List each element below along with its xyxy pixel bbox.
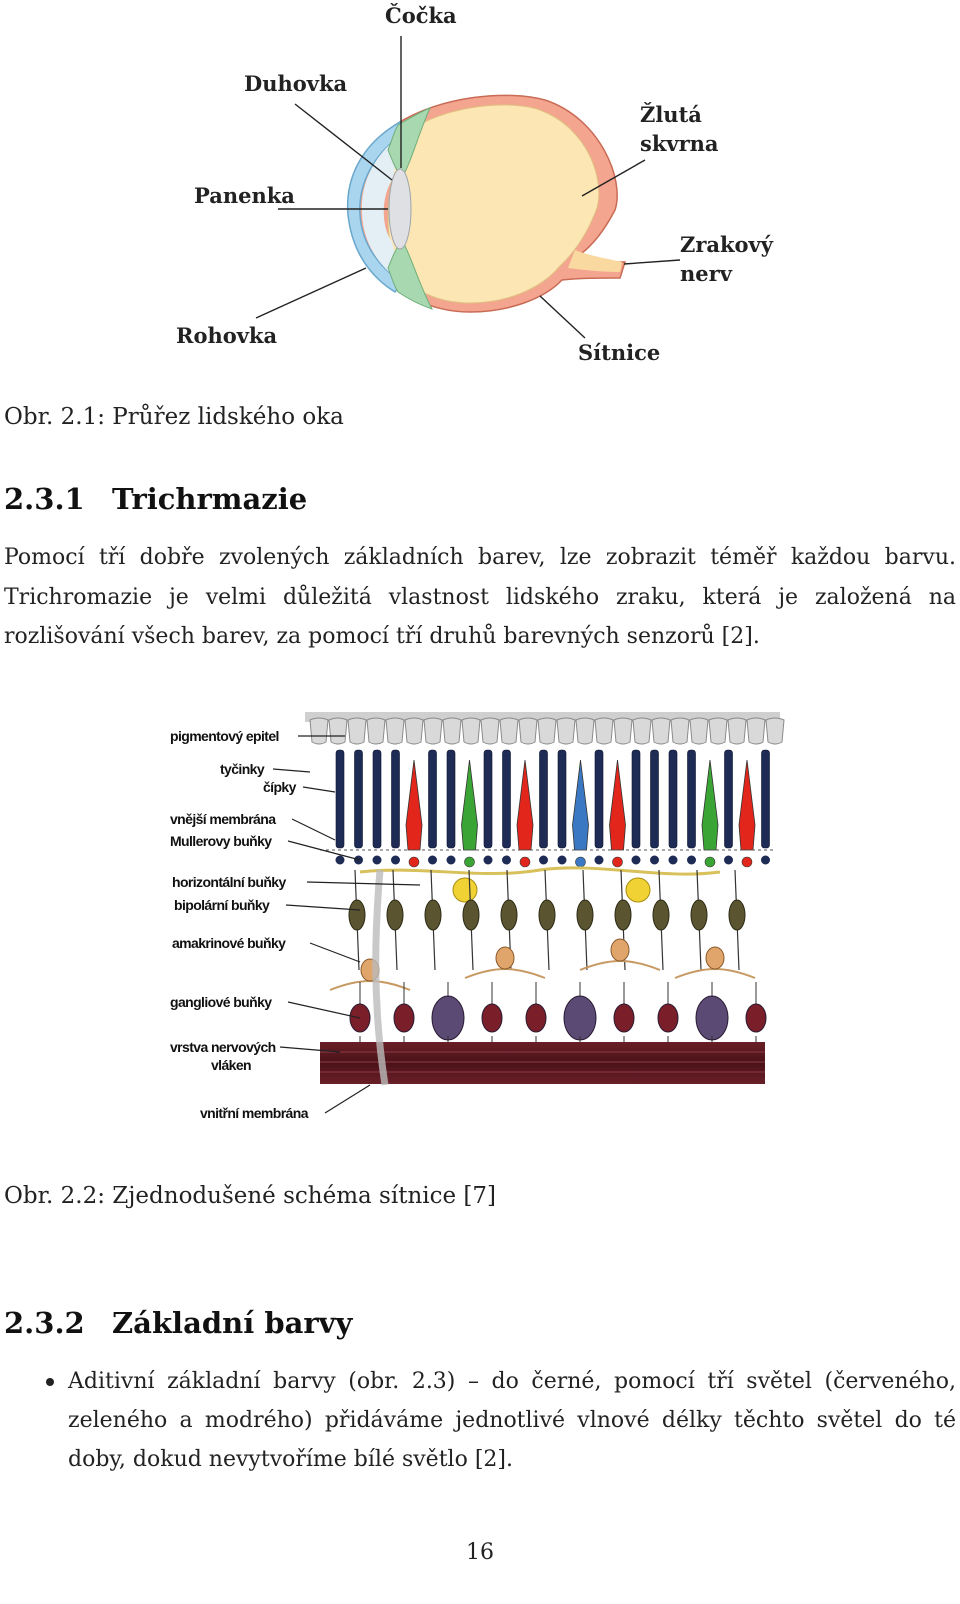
label-zluta-2: skvrna — [640, 131, 719, 156]
ganglion-body — [696, 996, 728, 1040]
pigment-cell — [424, 718, 442, 744]
label-vrstva-1: vrstva nervových — [170, 1039, 276, 1055]
bipolar-body — [463, 900, 479, 930]
label-panenka: Panenka — [194, 183, 295, 208]
ganglion-body — [614, 1004, 634, 1032]
bipolar-body — [577, 900, 593, 930]
ganglion-body — [432, 996, 464, 1040]
section-title: Trichrmazie — [112, 482, 308, 516]
retina-leader-line — [303, 787, 335, 792]
ganglion-body — [746, 1004, 766, 1032]
rod-nucleus — [428, 856, 437, 865]
horizontal-processes — [360, 868, 720, 874]
pigment-cell — [728, 718, 746, 744]
bipolar-body — [691, 900, 707, 930]
pigment-cell — [329, 718, 347, 744]
label-bipol: bipolární buňky — [174, 897, 270, 913]
bipolar-body — [729, 900, 745, 930]
rod-nucleus — [632, 856, 641, 865]
page-number: 16 — [466, 1540, 494, 1565]
bipolar-body — [615, 900, 631, 930]
rod-cell — [392, 750, 400, 848]
retina-leader-line — [273, 769, 310, 772]
ganglion-body — [482, 1004, 502, 1032]
amacrine-process — [675, 969, 755, 978]
bullet-icon — [46, 1378, 54, 1386]
section-heading-zakladni-barvy — [4, 1306, 352, 1340]
rod-nucleus — [539, 856, 548, 865]
amacrine-body — [706, 947, 724, 969]
label-vnejsi: vnější membrána — [170, 811, 276, 827]
amacrine-cells — [330, 939, 755, 990]
pigment-cell — [576, 718, 594, 744]
bipolar-body — [387, 900, 403, 930]
section-number: 2.3.2 — [4, 1306, 85, 1340]
label-vrstva-2: vláken — [211, 1057, 251, 1073]
cone-cell — [462, 760, 478, 850]
pigment-cell — [671, 718, 689, 744]
bipolar-body — [539, 900, 555, 930]
cone-cell — [702, 760, 718, 850]
rod-nucleus — [484, 856, 493, 865]
label-rohovka: Rohovka — [176, 323, 278, 348]
cone-nucleus — [613, 857, 623, 867]
section1-paragraph: Pomocí tří dobře zvolených základních barev, lze zobrazit téměř každou barvu. Trichromazie je velmi důležitá vlastnost lidského zraku, která je založená na rozlišování všech barev, za pomocí tří druhů barevných senzorů [2]. — [4, 545, 956, 649]
pigment-cell — [348, 718, 366, 744]
photoreceptor-cones — [406, 760, 755, 867]
label-duhovka: Duhovka — [244, 71, 348, 96]
rod-cell — [595, 750, 603, 848]
rod-nucleus — [650, 856, 659, 865]
rod-nucleus — [502, 856, 511, 865]
pigment-cell — [367, 718, 385, 744]
rod-nucleus — [391, 856, 400, 865]
leader-zrakovy — [624, 260, 680, 264]
rod-cell — [429, 750, 437, 848]
label-tycinky: tyčinky — [220, 761, 265, 777]
label-zrakovy-2: nerv — [680, 261, 732, 286]
section-title: Základní barvy — [112, 1306, 353, 1340]
pigment-cell — [614, 718, 632, 744]
pigment-cell — [405, 718, 423, 744]
retina-leader-line — [307, 882, 420, 885]
label-zrakovy-1: Zrakový — [680, 232, 773, 257]
retina-leader-line — [288, 1002, 360, 1018]
label-cipky: čípky — [263, 779, 296, 795]
rod-nucleus — [687, 856, 696, 865]
pigment-cell — [310, 718, 328, 744]
pigment-cell — [766, 718, 784, 744]
cone-cell — [573, 760, 589, 850]
label-pigment: pigmentový epitel — [170, 728, 279, 744]
pigment-cell — [481, 718, 499, 744]
pigment-cell — [538, 718, 556, 744]
retina-leader-line — [292, 819, 335, 840]
pigment-cell — [709, 718, 727, 744]
cone-cell — [517, 760, 533, 850]
bipolar-body — [501, 900, 517, 930]
rod-nucleus — [447, 856, 456, 865]
rod-cell — [373, 750, 381, 848]
rod-cell — [336, 750, 344, 848]
bipolar-body — [349, 900, 365, 930]
rod-cell — [540, 750, 548, 848]
cone-cell — [739, 760, 755, 850]
retina-leader-line — [288, 841, 360, 860]
cone-cell — [610, 760, 626, 850]
label-cocka: Čočka — [385, 3, 457, 28]
horizontal-cell-2 — [626, 878, 650, 902]
rod-cell — [651, 750, 659, 848]
amacrine-process — [580, 961, 660, 970]
lens-shape — [389, 169, 411, 249]
bipolar-body — [425, 900, 441, 930]
pigment-cell — [557, 718, 575, 744]
pigment-cell — [595, 718, 613, 744]
rod-nucleus — [373, 856, 382, 865]
leader-sitnice — [540, 296, 585, 338]
bipolar-body — [653, 900, 669, 930]
rod-cell — [632, 750, 640, 848]
cone-nucleus — [520, 857, 530, 867]
retina-leader-line — [310, 943, 360, 962]
list-item-text: Aditivní základní barvy (obr. 2.3) – do černé, pomocí tří světel (červeného, zeleného a modrého) přidáváme jednotlivé vlnové délky těchto světel do té doby, dokud nevytvoříme bílé světlo [2]. — [68, 1369, 956, 1472]
pigment-cells — [310, 718, 784, 744]
rod-nucleus — [761, 856, 770, 865]
figure-eye — [0, 0, 960, 400]
pigment-cell — [519, 718, 537, 744]
rod-nucleus — [558, 856, 567, 865]
ganglion-body — [526, 1004, 546, 1032]
amacrine-process — [465, 969, 545, 978]
figure-retina — [160, 700, 800, 1140]
amacrine-process — [330, 981, 410, 990]
ganglion-body — [564, 996, 596, 1040]
cone-nucleus — [576, 857, 586, 867]
label-sitnice: Sítnice — [578, 340, 661, 365]
cone-nucleus — [705, 857, 715, 867]
label-vnitrni: vnitřní membrána — [200, 1105, 308, 1121]
pigment-cell — [633, 718, 651, 744]
rod-cell — [355, 750, 363, 848]
pigment-cell — [652, 718, 670, 744]
rod-cell — [762, 750, 770, 848]
section-heading-trichromazie — [4, 482, 307, 516]
rod-cell — [503, 750, 511, 848]
ganglion-body — [658, 1004, 678, 1032]
cone-nucleus — [465, 857, 475, 867]
label-gangl: gangliové buňky — [170, 994, 272, 1010]
rod-nucleus — [595, 856, 604, 865]
rod-nucleus — [669, 856, 678, 865]
cone-nucleus — [742, 857, 752, 867]
pigment-cell — [690, 718, 708, 744]
rod-cell — [725, 750, 733, 848]
ganglion-cells — [350, 982, 766, 1044]
amacrine-body — [611, 939, 629, 961]
retina-leader-line — [286, 905, 360, 910]
list-item — [4, 1362, 956, 1479]
rod-cell — [669, 750, 677, 848]
rod-cell — [484, 750, 492, 848]
rod-cell — [447, 750, 455, 848]
pigment-cell — [500, 718, 518, 744]
label-amakr: amakrinové buňky — [172, 935, 286, 951]
label-horiz: horizontální buňky — [172, 874, 286, 890]
cone-cell — [406, 760, 422, 850]
ganglion-body — [394, 1004, 414, 1032]
bullet-list — [4, 1362, 956, 1479]
pigment-cell — [747, 718, 765, 744]
rod-nucleus — [724, 856, 733, 865]
pigment-cell — [443, 718, 461, 744]
retina-leader-line — [325, 1085, 370, 1113]
eye-diagram — [0, 0, 960, 400]
pigment-cell — [386, 718, 404, 744]
label-zluta-1: Žlutá — [640, 102, 702, 127]
rod-cell — [688, 750, 696, 848]
section-number: 2.3.1 — [4, 482, 85, 516]
figure2-caption: Obr. 2.2: Zjednodušené schéma sítnice [7] — [4, 1183, 496, 1209]
figure1-caption: Obr. 2.1: Průřez lidského oka — [4, 404, 344, 430]
rod-cell — [558, 750, 566, 848]
leader-rohovka — [256, 268, 366, 318]
label-muller: Mullerovy buňky — [170, 833, 272, 849]
cone-nucleus — [409, 857, 419, 867]
amacrine-body — [496, 947, 514, 969]
rod-nucleus — [336, 856, 345, 865]
pigment-cell — [462, 718, 480, 744]
optic-nerve-core — [568, 250, 622, 272]
horizontal-cell-1 — [453, 878, 477, 902]
